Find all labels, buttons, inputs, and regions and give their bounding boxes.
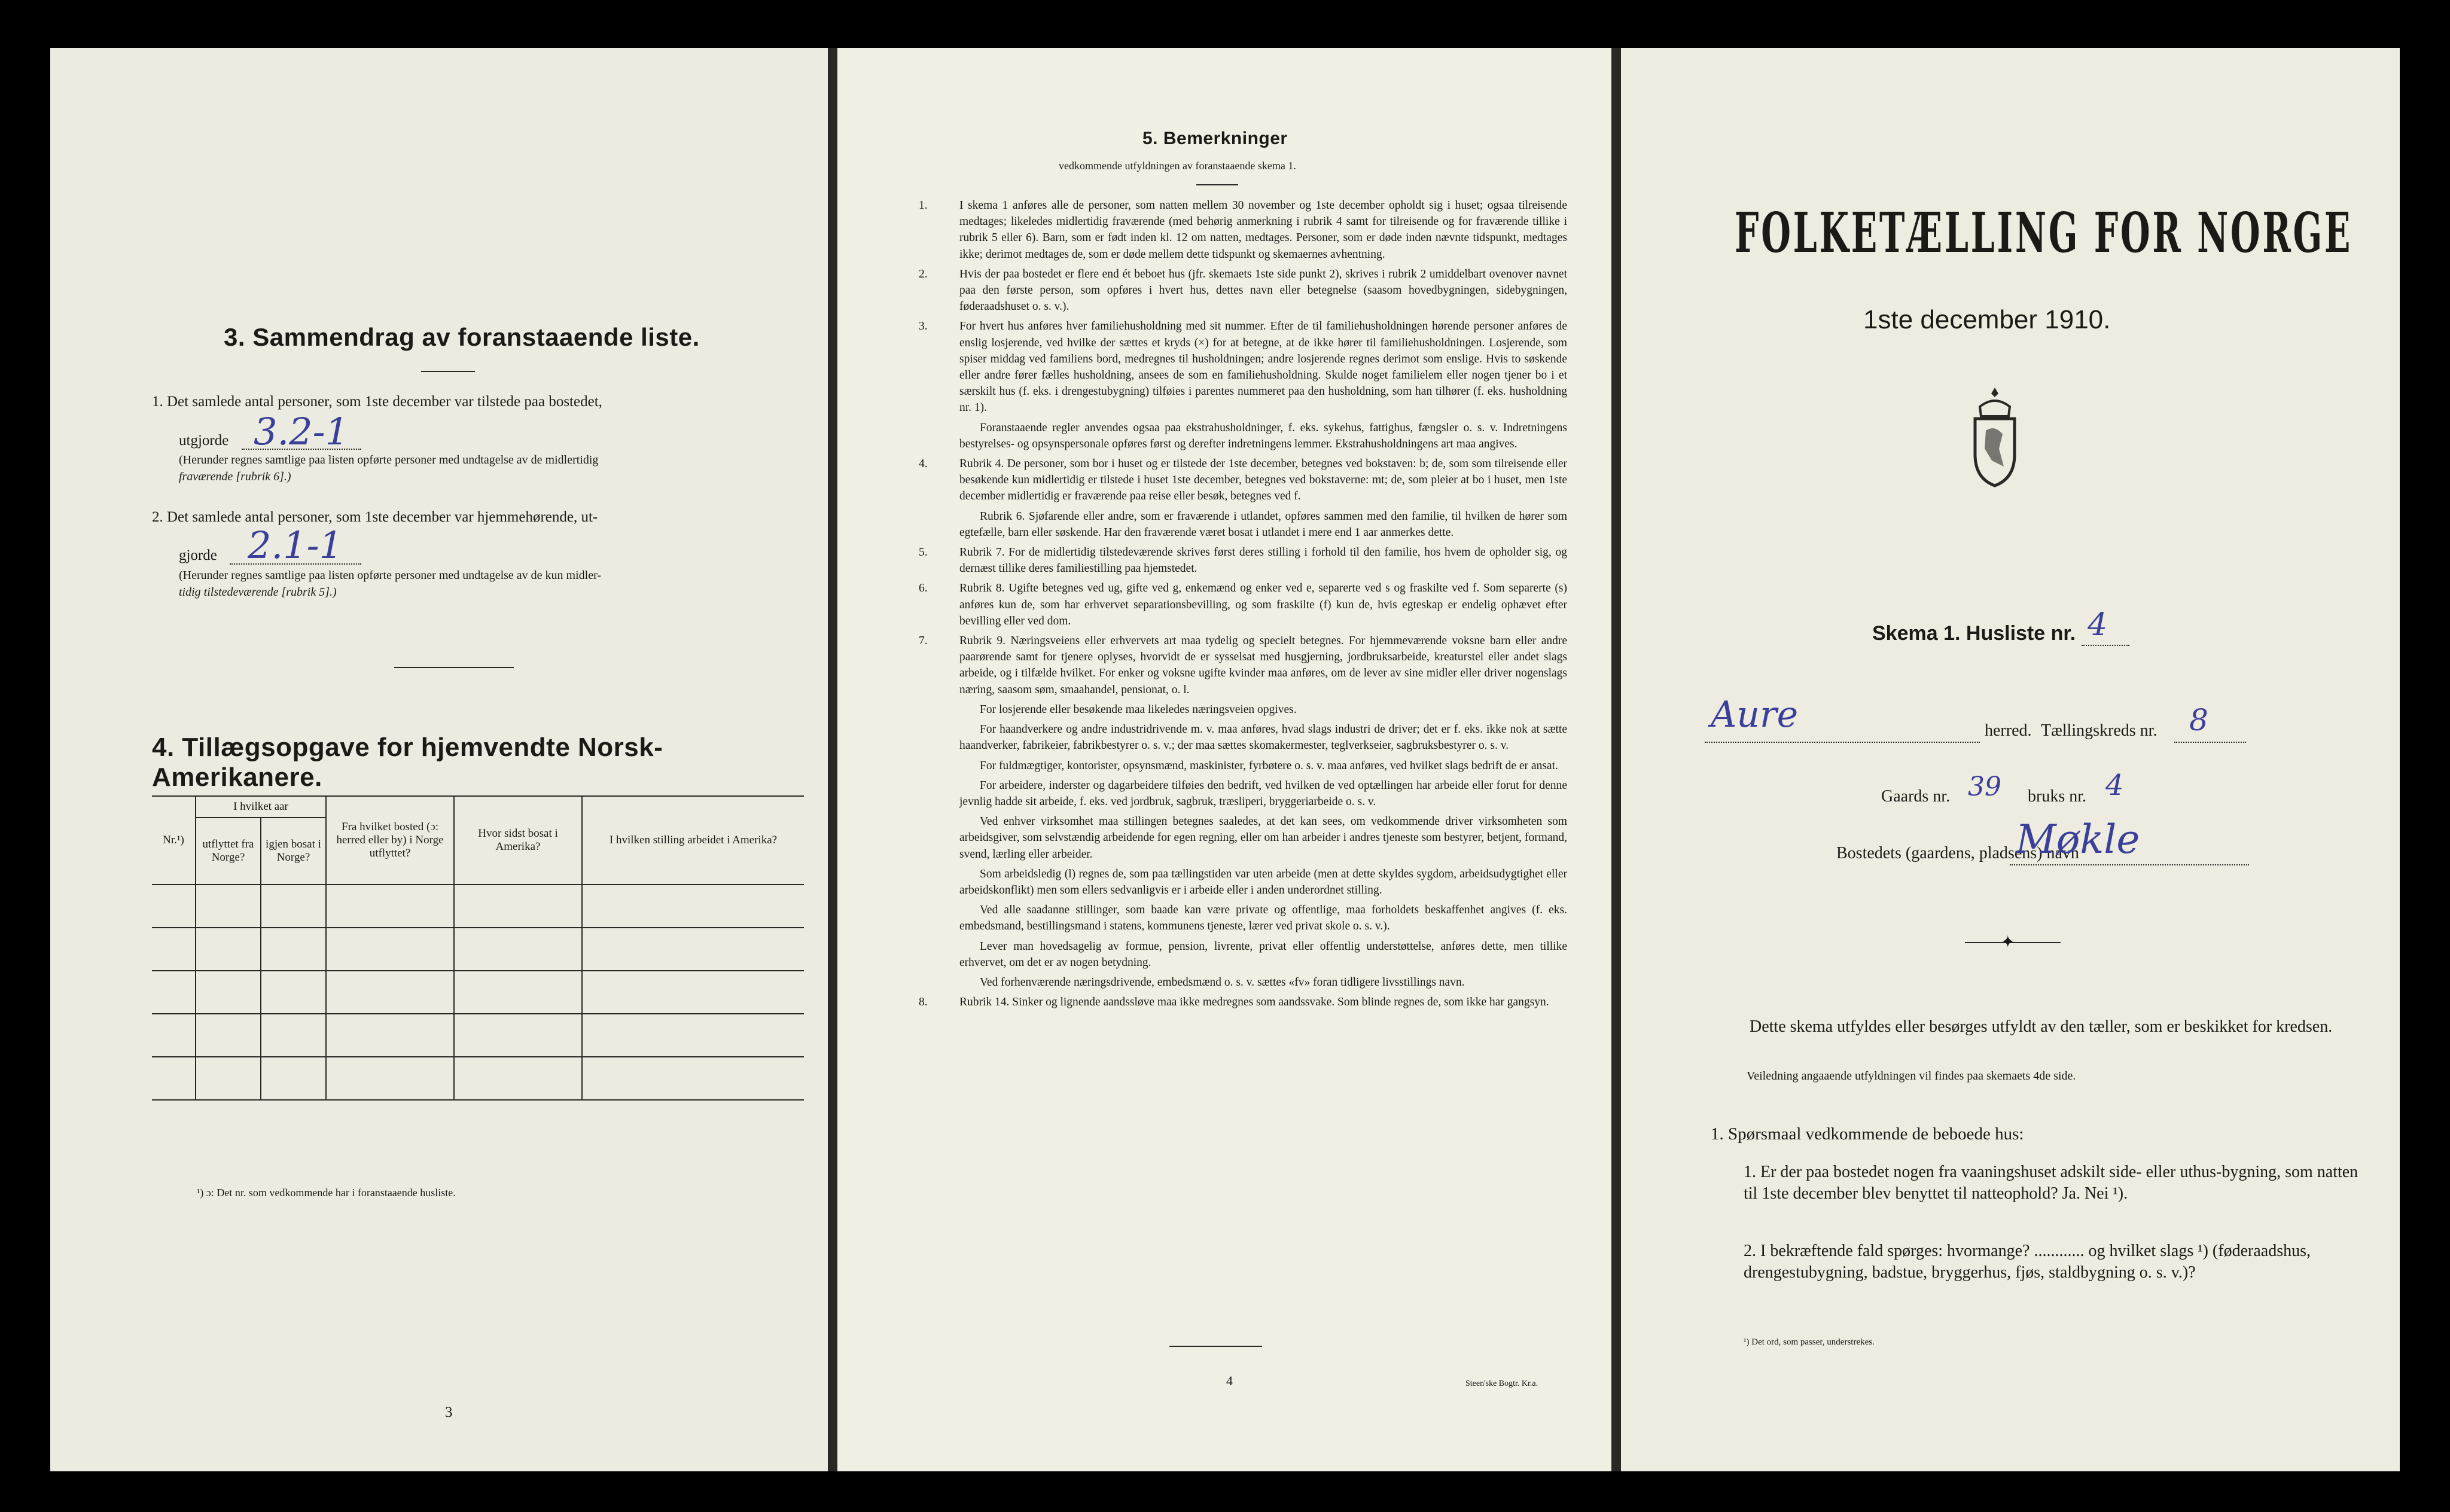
main-title: FOLKETÆLLING FOR NORGE [1735,200,2353,265]
remark-item [919,197,1567,263]
remark-text: For losjerende eller besøkende maa likeledes næringsveien opgives. [980,703,1297,716]
dotted-line [242,449,361,450]
col-bosted: Fra hvilket bosted (ɔ: herred eller by) i Norge utflyttet? [326,796,454,885]
remark-text: Ved enhver virksomhet maa stillingen betegnes saaledes, at det kan sees, om vedkommende driver virksomheten som arbeidsgiver, som selvstændig arbeidende for egen regning, eller om han arbeider i andres tjeneste som bestyrer, betjent, formand, svend, lærling eller arbeider. [959,815,1567,861]
remark-text: For fuldmægtiger, kontorister, opsynsmænd, maskinister, fyrbøtere o. s. v. maa anføres, ved hvilket slags bedrift de er ansat. [980,759,1558,772]
herred-value: Aure [1711,694,1799,736]
remark-text: Foranstaaende regler anvendes ogsaa paa ekstrahusholdninger, f. eks. sykehus, fattighus, fængsler o. s. v. Indretningens bestyrelses- og opsynspersonale opføres først og derefter indretningens lemmer. Ekstrahusholdningens art maa angives. [959,421,1567,450]
ornament: ✦ [2001,933,2015,952]
remark-text: Ved alle saadanne stillinger, som baade kan være private og offentlige, maa forholdets beskaffenhet angives (f. eks. embedsmand, bestillingsmand i statens, kommunens tjeneste, lærer ved privat skole o. s. v.). [959,904,1567,933]
remark-item [939,974,1567,990]
remark-item [919,266,1567,315]
remark-item [939,778,1567,810]
remark-text: Rubrik 8. Ugifte betegnes ved ug, gifte ved g, enkemænd og enker ved e, separerte ved s og fraskilte ved f. Som separerte (s) anføres kun de, som har erhvervet separationsbevilling, og som fraskilte (f) kun de, hvis egteskap er endelig ophævet efter bevilling eller ved dom. [959,582,1567,627]
remark-item [939,866,1567,898]
left-page [50,48,828,1471]
instruction-text: Dette skema utfyldes eller besørges utfyldt av den tæller, som er beskikket for kredsen. [1750,1017,2333,1036]
table-row [152,885,804,928]
remark-item [919,994,1567,1010]
col-amerika: Hvor sidst bosat i Amerika? [454,796,582,885]
remarks-title: 5. Bemerkninger [1142,129,1288,148]
item1-prefix: utgjorde [179,432,229,449]
remarks-subtitle: vedkommende utfyldningen av foranstaaende skema 1. [1059,160,1296,172]
book-spine [1611,48,1621,1471]
divider [421,371,475,372]
remark-text: Rubrik 7. For de midlertidig tilstedeværende skrives først deres stilling i forhold til den familie, hos hvem de opholder sig, og dernæst tillike deres familiestilling paa hjemstedet. [959,546,1567,575]
col-stilling: I hvilken stilling arbeidet i Amerika? [582,796,804,885]
remark-text: For hvert hus anføres hver familiehusholdning med sit nummer. Efter de til familiehusholdningen hørende personer anføres de enslig losjerende, ved hvilke der sættes et kryds (×) for at betegne, at de ikke hører til familiehusholdningen. Losjerende, som spiser middag ved familiens bord, medregnes til husholdningen; andre losjerende regnes derimot som enslige. Hvis to søskende eller andre fører fælles husholdning, ansees de som en familiehusholdning. Skulde noget familielem eller nogen tjener bo i et særskilt hus (f. eks. i drengestubygning) tilføies i parentes nummeret paa den husholdning, som han tilhører (f. eks. husholdning nr. 1). [959,320,1567,414]
remark-number: 5. [919,546,928,559]
coat-of-arms-icon [1962,383,2028,490]
item2-value: 2.1-1 [248,523,343,567]
page-number: 3 [445,1404,453,1420]
remark-number: 1. [919,199,928,212]
remark-text: Rubrik 9. Næringsveiens eller erhvervets art maa tydelig og specielt betegnes. For hjemmeværende voksne barn eller andre paarørende samt for tjenere oplyses, hvorvidt de er sysselsat med husgjerning, jordbruksarbeide, kreaturstel eller andet slags arbeide, og i tilfælde hvilket. For enker og voksne ugifte kvinder maa anføres, om de lever av sine midler eller driver nogenslags næring, saasom søm, smaahandel, pensionat, o. l. [959,635,1567,696]
gaards-label: Gaards nr. [1881,787,1951,806]
census-date: 1ste december 1910. [1863,305,2111,334]
remark-item [939,813,1567,862]
remark-item [919,456,1567,505]
remark-text: Rubrik 6. Sjøfarende eller andre, som er fraværende i utlandet, opføres sammen med den familie, til hvilken de hører som egtefælle, barn eller søskende. Har den fraværende været bosat i utlandet i mere end 1 aar anmerkes dette. [959,510,1567,539]
remark-item [939,902,1567,934]
herred-label: herred. [1985,721,2032,740]
remark-item [939,758,1567,774]
section4-title: 4. Tillægsopgave for hjemvendte Norsk-Amerikanere. [152,733,663,792]
table-row [152,971,804,1014]
remark-number: 2. [919,267,928,281]
divider [394,667,514,668]
bruks-value: 4 [2105,769,2124,802]
table-row [152,1057,804,1100]
dotted-line [230,563,361,565]
col-nr: Nr.¹) [152,796,196,885]
right-page [1621,48,2400,1471]
item2-text: 2. Det samlede antal personer, som 1ste december var hjemmehørende, ut- [152,509,598,525]
remark-text: Rubrik 4. De personer, som bor i huset og er tilstede der 1ste december, betegnes ved bokstaven: b; de, som som tilreisende eller besøkende kun midlertidig er tilstede i huset 1ste december, betegnes ved bokstaverne: mt; de, som pleier at bo i huset, men 1ste december midlertidig er fraværende paa reise eller besøk, betegnes ved f. [959,458,1567,503]
section3-title: 3. Sammendrag av foranstaaende liste. [224,323,700,351]
remarks-list [919,197,1567,1014]
item1-note-b: fraværende [rubrik 6].) [179,470,291,483]
bosted-label: Bostedets (gaardens, pladsens) navn [1836,844,2079,862]
right-footnote: ¹) Det ord, som passer, understrekes. [1744,1337,1875,1347]
husliste-value: 4 [2088,607,2108,643]
remark-text: Lever man hovedsagelig av formue, pension, livrente, privat eller offentlig understøttelse, anføres dette, men tillike erhvervet, om det er av nogen betydning. [959,940,1567,969]
bruks-label: bruks nr. [2028,787,2086,806]
remark-text: Rubrik 14. Sinker og lignende aandssløve maa ikke medregnes som aandssvake. Som blinde regnes de, som ikke har gangsyn. [959,996,1549,1009]
col-igjen: igjen bosat i Norge? [261,818,326,885]
remark-text: Som arbeidsledig (l) regnes de, som paa tællingstiden var uten arbeide (men at dette skyldes sygdom, arbeidsudygtighet eller arbeidskonflikt) men som ellers sedvanligvis er i arbeide eller i anden underordnet stilling. [959,867,1567,897]
remark-item [939,702,1567,718]
remark-number: 4. [919,458,928,471]
q1-2: 2. I bekræftende fald spørges: hvormange? ............ og hvilket slags ¹) (føderaadshus, drengestubygning, badstue, bryggerhus, fjøs, staldbygning o. s. v.)? [1744,1242,2311,1282]
item1-note-a: (Herunder regnes samtlige paa listen opførte personer med undtagelse av de midlertidig [179,453,599,467]
bosted-value: Møkle [2016,816,2140,862]
book-spine [828,48,837,1471]
dotted-line [2174,742,2246,743]
remark-item [919,633,1567,698]
kreds-label: Tællingskreds nr. [2041,721,2158,740]
table-row [152,1014,804,1057]
kreds-value: 8 [2189,703,2208,737]
col-utflyttet: utflyttet fra Norge? [196,818,261,885]
schema-label: Skema 1. Husliste nr. [1872,622,2076,645]
remark-text: Hvis der paa bostedet er flere end ét beboet hus (jfr. skemaets 1ste side punkt 2), skrives i rubrik 2 umiddelbart ovenover navnet paa den første person, som opføres i hvert hus, dettes navn eller betegnelse (saasom hovedbygningen, sidebygningen, føderaadshuset o. s. v.). [959,267,1567,313]
gaards-value: 39 [1968,772,2001,802]
q1-title: 1. Spørsmaal vedkommende de beboede hus: [1711,1124,2024,1144]
divider [1169,1346,1262,1347]
remark-item [939,938,1567,971]
remark-text: For arbeidere, inderster og dagarbeidere tilføies den bedrift, ved hvilken de ved optællingen har arbeide eller forut for denne jevnlig hadde sit arbeide, f. eks. ved jordbruk, sagbruk, træsliperi, bryggeriarbeide o. s. v. [959,779,1567,808]
remark-number: 3. [919,320,928,333]
remark-number: 7. [919,635,928,648]
middle-page [837,48,1611,1471]
divider [1196,184,1238,185]
dotted-line [2010,864,2249,865]
remark-text: I skema 1 anføres alle de personer, som natten mellem 30 november og 1ste december opholdt sig i huset; ogsaa tilreisende medtages; likeledes midlertidig fraværende (med behørig anmerkning i rubrik 4 samt for tilreisende og for fraværende tillike i rubrik 5 eller 6). Barn, som er født inden kl. 12 om natten, medtages. Personer, som er døde inden nævnte tidspunkt, medtages ikke; derimot medtages de, som er døde mellem dette tidspunkt og skemaernes avhentning. [959,199,1567,261]
instruction-small: Veiledning angaaende utfyldningen vil findes paa skemaets 4de side. [1747,1069,2076,1083]
q1-1: 1. Er der paa bostedet nogen fra vaaningshuset adskilt side- eller uthus-bygning, som natten til 1ste december blev benyttet til natteophold? Ja. Nei ¹). [1744,1163,2358,1203]
remark-item [919,544,1567,577]
remark-number: 8. [919,996,928,1009]
table-row [152,928,804,971]
printer-mark: Steen'ske Bogtr. Kr.a. [1465,1379,1538,1388]
norsk-amerikanere-table [152,795,804,1101]
dotted-line [1705,742,1980,743]
item2-note-a: (Herunder regnes samtlige paa listen opførte personer med undtagelse av de kun midler- [179,569,602,582]
item1-text: 1. Det samlede antal personer, som 1ste december var tilstede paa bostedet, [152,394,602,410]
item2-prefix: gjorde [179,547,217,563]
remark-item [919,318,1567,416]
item1-value: 3.2-1 [254,410,349,453]
remark-item [939,508,1567,541]
remark-number: 6. [919,582,928,595]
dotted-line [2082,645,2129,646]
page-number: 4 [1226,1373,1233,1388]
remark-item [939,721,1567,754]
remark-text: Ved forhenværende næringsdrivende, embedsmænd o. s. v. sættes «fv» foran tidligere livsstillings navn. [980,976,1465,989]
item2-note-b: tidig tilstedeværende [rubrik 5].) [179,586,337,599]
table-footnote: ¹) ɔ: Det nr. som vedkommende har i foranstaaende husliste. [197,1187,456,1199]
remark-item [939,420,1567,452]
col-group-year: I hvilket aar [196,796,326,818]
remark-item [919,580,1567,629]
remark-text: For haandverkere og andre industridrivende m. v. maa anføres, hvad slags industri de driver; det er f. eks. ikke nok at sætte haandverker, fabrikeier, fabrikbestyrer o. s. v.; der maa sættes skomakermester, teglverkseier, sagbruksbestyrer o. s. v. [959,723,1567,752]
